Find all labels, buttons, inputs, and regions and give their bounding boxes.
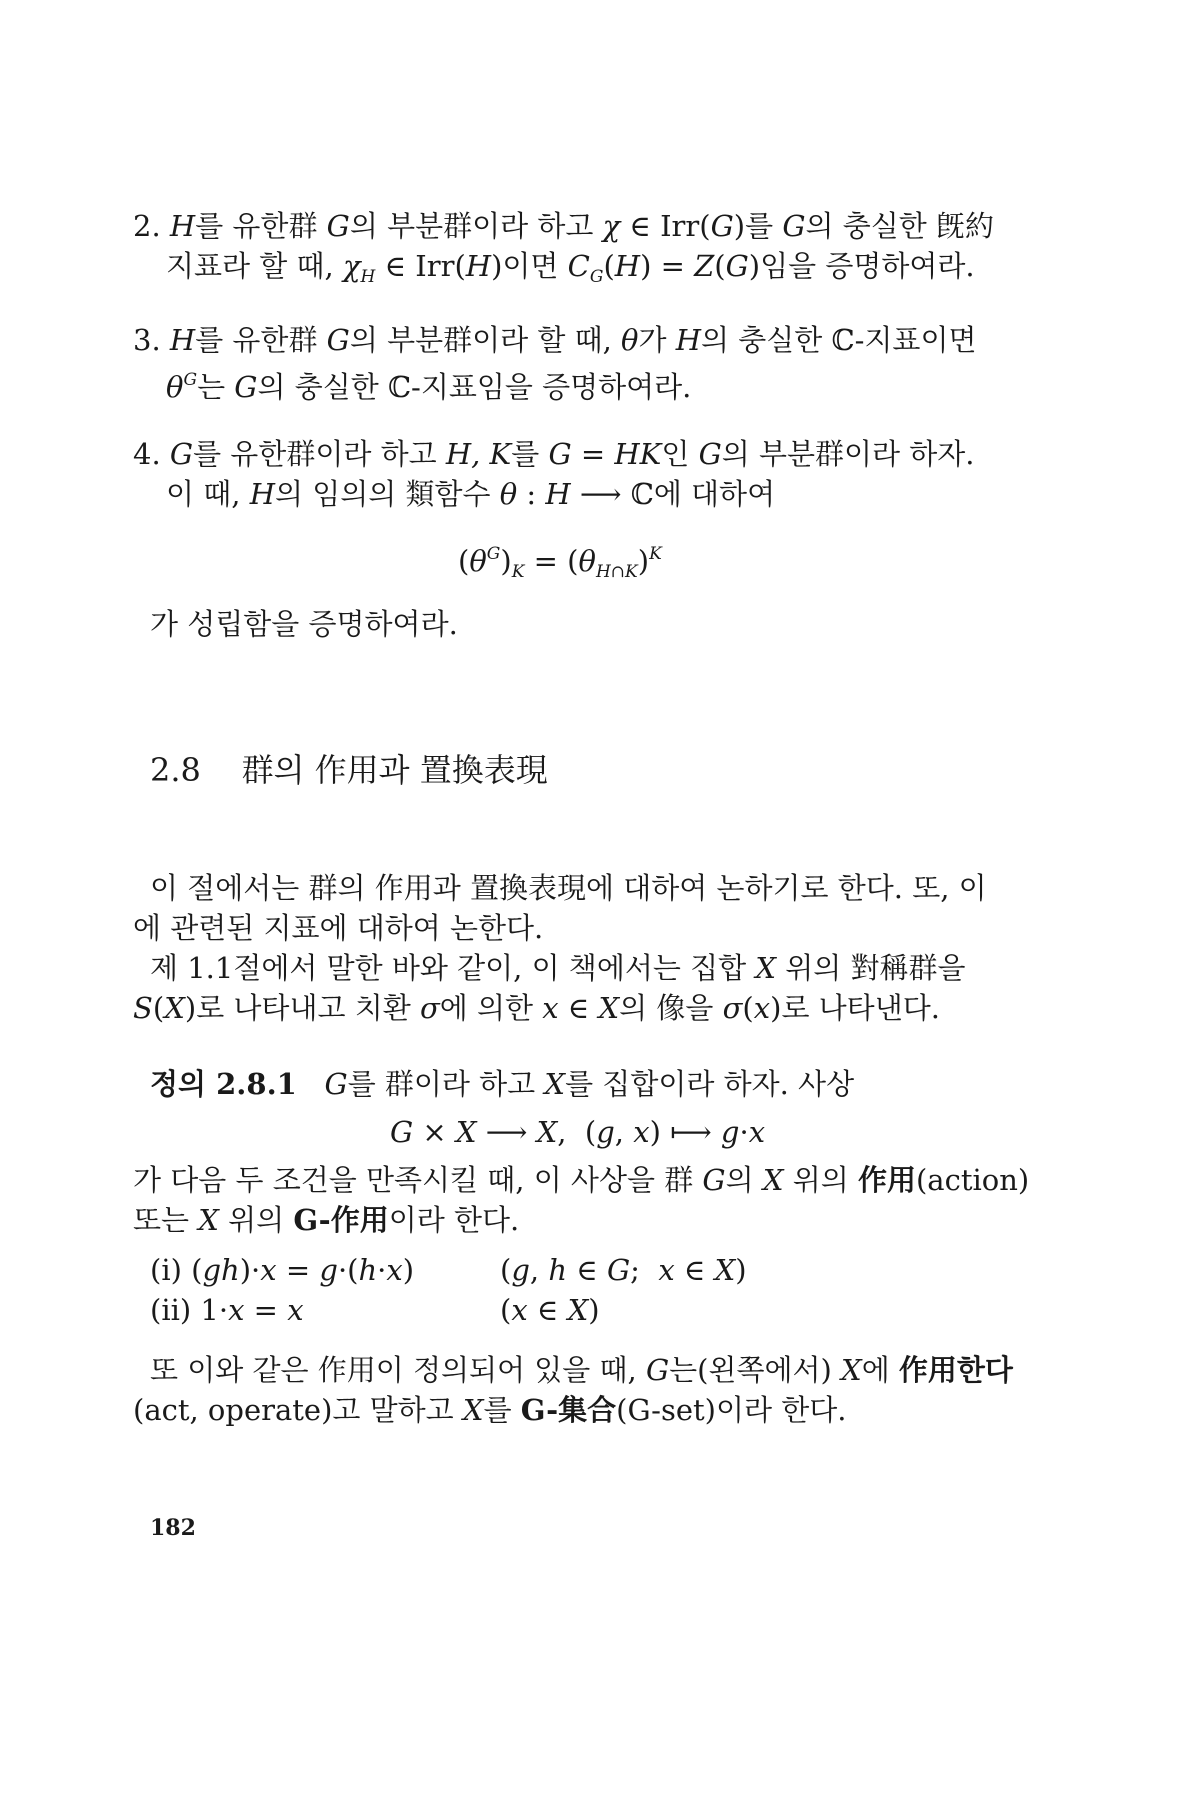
problem-4-formula: $(\theta^G)_K = (\theta_{H\cap K})^K$ bbox=[458, 544, 662, 582]
problem-4-line-1: 4. G를 유한群이라 하고 H, K를 G = HK인 G의 부분群이라 하자. bbox=[133, 437, 975, 471]
definition-label: 정의 2.8.1 bbox=[150, 1067, 297, 1101]
definition-line-4: 또 이와 같은 作用이 정의되어 있을 때, G는(왼쪽에서) X에 作用한다 bbox=[150, 1353, 1013, 1387]
section-title: 群의 作用과 置換表現 bbox=[241, 751, 548, 789]
definition-line-1: 정의 2.8.1 G를 群이라 하고 X를 집합이라 하자. 사상 bbox=[150, 1067, 855, 1101]
condition-1-scope: (g, h ∈ G; x ∈ X) bbox=[500, 1253, 747, 1287]
page-number: 182 bbox=[150, 1515, 196, 1541]
section-number: 2.8 bbox=[150, 751, 201, 789]
section-heading bbox=[150, 748, 548, 792]
intro-line-4: S(X)로 나타내고 치환 σ에 의한 x ∈ X의 像을 σ(x)로 나타낸다. bbox=[133, 991, 940, 1025]
problem-3-line-2: $\theta^G$는 G의 충실한 ℂ-지표임을 증명하여라. bbox=[166, 370, 692, 404]
problem-number: 4. bbox=[133, 437, 161, 471]
condition-2-scope: (x ∈ X) bbox=[500, 1293, 600, 1327]
condition-2: (ii) 1·x = x bbox=[150, 1293, 304, 1327]
problem-4-line-3: 가 성립함을 증명하여라. bbox=[150, 607, 458, 641]
intro-line-2: 에 관련된 지표에 대하여 논한다. bbox=[133, 911, 544, 945]
problem-3-line-1: 3. H를 유한群 G의 부분群이라 할 때, θ가 H의 충실한 ℂ-지표이면 bbox=[133, 323, 977, 357]
problem-4-line-2: 이 때, H의 임의의 類함수 θ : H ⟶ ℂ에 대하여 bbox=[166, 477, 776, 511]
problem-2-line-1: 2. H를 유한群 G의 부분群이라 하고 χ ∈ Irr(G)를 G의 충실한 旣約 bbox=[133, 209, 994, 243]
definition-line-2: 가 다음 두 조건을 만족시킬 때, 이 사상을 群 G의 X 위의 作用(action) bbox=[133, 1163, 1030, 1197]
problem-number: 3. bbox=[133, 323, 161, 357]
definition-line-5: (act, operate)고 말하고 X를 G-集合(G-set)이라 한다. bbox=[133, 1393, 847, 1427]
definition-map-formula: G × X ⟶ X, (g, x) ⟼ g·x bbox=[390, 1115, 766, 1149]
problem-number: 2. bbox=[133, 209, 161, 243]
condition-1: (i) (gh)·x = g·(h·x) bbox=[150, 1253, 415, 1287]
problem-2-line-2: 지표라 할 때, $\chi_H$ ∈ Irr(H)이면 $C_G(H) = Z(G)$임을 증명하여라. bbox=[166, 249, 975, 287]
definition-line-3: 또는 X 위의 G-作用이라 한다. bbox=[133, 1203, 520, 1237]
intro-line-1: 이 절에서는 群의 作用과 置換表現에 대하여 논하기로 한다. 또, 이 bbox=[150, 871, 987, 905]
intro-line-3: 제 1.1절에서 말한 바와 같이, 이 책에서는 집합 X 위의 對稱群을 bbox=[150, 951, 966, 985]
